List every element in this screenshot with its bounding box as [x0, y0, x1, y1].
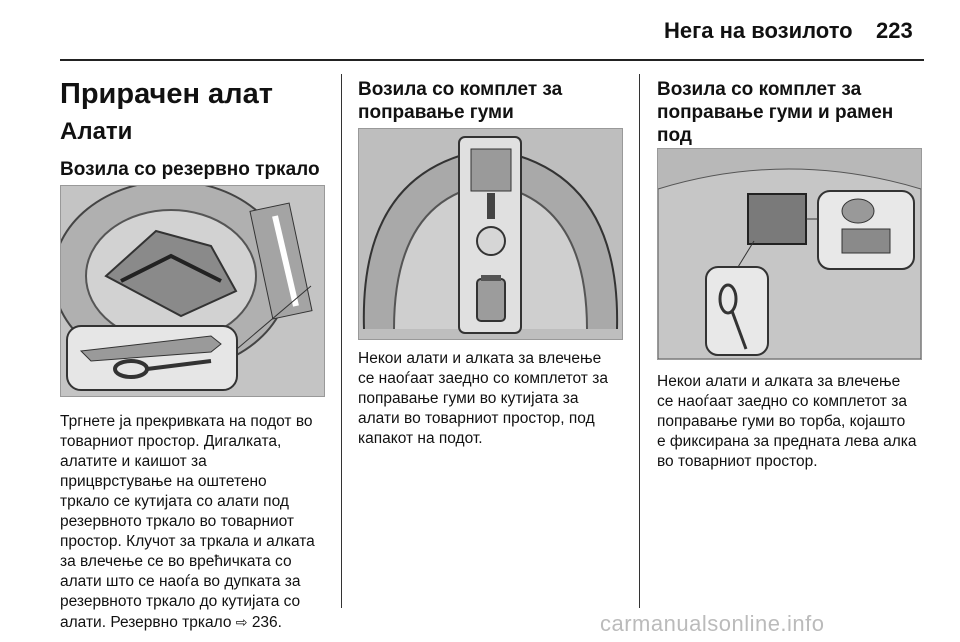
body-line: се наоѓаат заедно со комплетот за [358, 370, 608, 387]
column-divider-2 [639, 74, 640, 608]
left-body [60, 412, 332, 633]
right-heading-line: поправање гуми и рамен под [657, 102, 894, 146]
body-line: во товарниот простор. [657, 453, 818, 470]
body-line: поправање гуми во кутијата за [358, 390, 579, 407]
body-line: за влечење се во врећичката со [60, 553, 292, 570]
body-line: товарниот простор. Дигалката, [60, 433, 282, 450]
body-line: е фиксирана за предната лева алка [657, 433, 917, 450]
left-column [60, 78, 332, 181]
spare-wheel-tools-figure [60, 185, 325, 397]
middle-column [358, 78, 630, 124]
body-line: простор. Клучот за тркала и алката [60, 533, 315, 550]
running-header-title: Нега на возилото [664, 18, 853, 43]
body-line: прицврстување на оштетено [60, 473, 267, 490]
body-line-with-reference [60, 612, 332, 633]
body-line: алати што се наоѓа во дупката за [60, 573, 301, 590]
header-rule [60, 59, 924, 61]
body-line: Некои алати и алката за влечење [358, 350, 602, 367]
middle-heading-line: Возила со комплет за [358, 79, 563, 100]
left-heading: Возила со резервно тркало [60, 159, 320, 180]
body-line: се наоѓаат заедно со комплетот за [657, 393, 907, 410]
middle-body [358, 349, 630, 449]
page-number: 223 [876, 18, 913, 43]
arrow-reference-icon[interactable]: ⇨ [235, 614, 248, 630]
reference-link[interactable]: 236. [251, 614, 282, 631]
body-line: резервното тркало во товарниот [60, 513, 295, 530]
watermark: carmanualsonline.info [600, 611, 825, 636]
body-line: резервното тркало до кутијата со [60, 593, 301, 610]
right-heading-line: Возила со комплет за [657, 79, 862, 100]
body-line: поправање гуми во торба, којашто [657, 413, 906, 430]
repair-kit-box-figure [358, 128, 623, 340]
body-line: Тргнете ја прекривката на подот во [60, 413, 313, 430]
body-line: алатите и каишот за [60, 453, 207, 470]
subsection-title: Алати [60, 118, 133, 145]
column-divider-1 [341, 74, 342, 608]
section-title: Прирачен алат [60, 78, 273, 110]
body-line: тркало се кутијата со алати под [60, 493, 289, 510]
middle-heading-line: поправање гуми [358, 102, 514, 123]
right-body [657, 372, 932, 472]
repair-kit-bag-figure [657, 148, 922, 360]
body-line: Некои алати и алката за влечење [657, 373, 901, 390]
body-line-text: алати. Резервно тркало [60, 614, 232, 631]
body-line: капакот на подот. [358, 430, 483, 447]
body-line: алати во товарниот простор, под [358, 410, 595, 427]
